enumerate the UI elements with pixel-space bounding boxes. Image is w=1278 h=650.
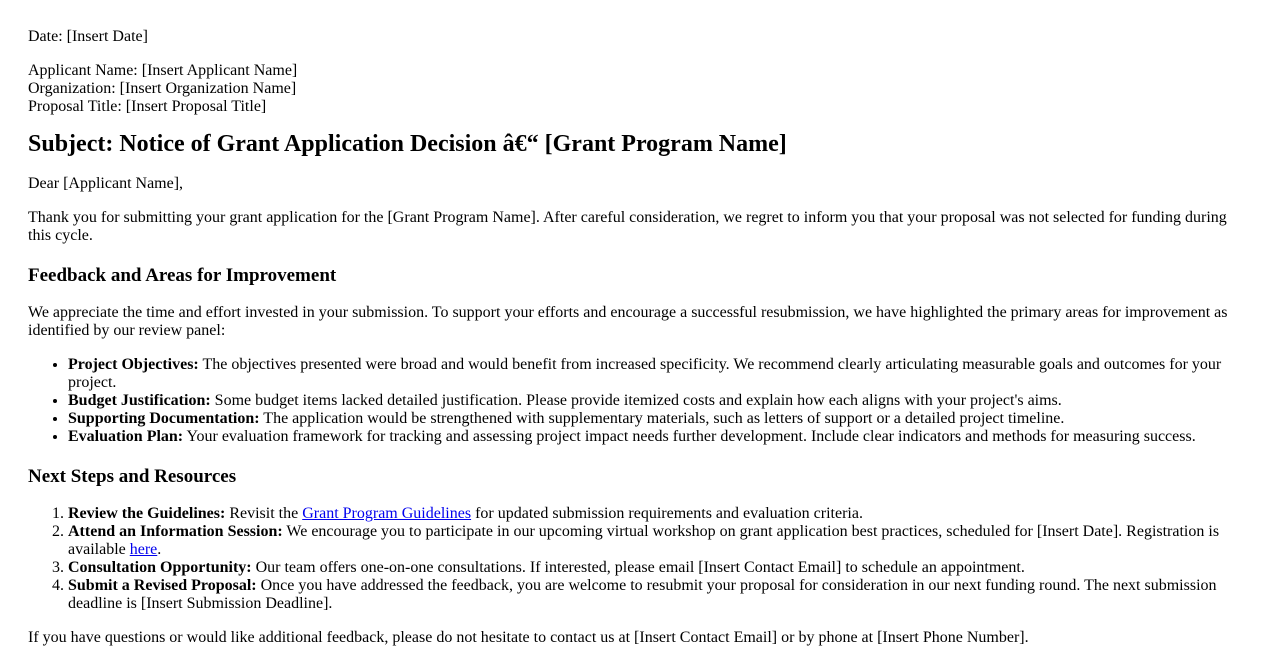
feedback-item-budget-justification: [68, 392, 1250, 410]
salutation: Dear [Applicant Name],: [28, 175, 184, 192]
feedback-item-text: The objectives presented were broad and would benefit from increased specificity. We recommend clearly articulating measurable goals and outcomes for your project.: [68, 356, 1222, 391]
grant-guidelines-link[interactable]: Grant Program Guidelines: [302, 505, 472, 522]
organization-line: Organization: [Insert Organization Name]: [28, 80, 297, 97]
feedback-item-label: Budget Justification:: [68, 392, 211, 409]
applicant-name-line: Applicant Name: [Insert Applicant Name]: [28, 62, 298, 79]
next-step-label: Consultation Opportunity:: [68, 559, 252, 576]
next-step-text: Our team offers one-on-one consultations. If interested, please email [Insert Contact Email] to schedule an appointment.: [251, 559, 1025, 576]
next-step-review-guidelines: [68, 505, 1250, 523]
feedback-item-label: Supporting Documentation:: [68, 410, 260, 427]
next-step-label: Submit a Revised Proposal:: [68, 577, 257, 594]
next-step-label: Review the Guidelines:: [68, 505, 226, 522]
next-step-text-after: for updated submission requirements and evaluation criteria.: [471, 505, 863, 522]
feedback-item-project-objectives: [68, 356, 1250, 392]
feedback-item-label: Project Objectives:: [68, 356, 199, 373]
next-steps-list: [28, 505, 1250, 613]
feedback-item-text: Some budget items lacked detailed justification. Please provide itemized costs and explain how each aligns with your project's aims.: [210, 392, 1062, 409]
closing-paragraph: If you have questions or would like additional feedback, please do not hesitate to contact us at [Insert Contact Email] or by phone at [Insert Phone Number].: [28, 629, 1029, 646]
next-steps-heading: Next Steps and Resources: [28, 466, 237, 487]
next-step-text-after: .: [157, 541, 162, 558]
next-step-text: Revisit the: [225, 505, 303, 522]
feedback-item-supporting-documentation: [68, 410, 1250, 428]
feedback-item-label: Evaluation Plan:: [68, 428, 184, 445]
feedback-item-text: The application would be strengthened with supplementary materials, such as letters of support or a detailed project timeline.: [259, 410, 1065, 427]
feedback-list: [28, 356, 1250, 446]
date-line: Date: [Insert Date]: [28, 28, 148, 45]
next-step-label: Attend an Information Session:: [68, 523, 283, 540]
feedback-intro: We appreciate the time and effort invested in your submission. To support your efforts and encourage a successful resubmission, we have highlighted the primary areas for improvement as identified by our review panel:: [28, 304, 1228, 339]
subject-heading: Subject: Notice of Grant Application Decision â€“ [Grant Program Name]: [28, 131, 787, 157]
next-step-text: Once you have addressed the feedback, you are welcome to resubmit your proposal for consideration in our next funding round. The next submission deadline is [Insert Submission Deadline].: [68, 577, 1217, 612]
next-step-text: We encourage you to participate in our upcoming virtual workshop on grant application best practices, scheduled for [Insert Date]. Registration is available: [68, 523, 1220, 558]
decision-paragraph: Thank you for submitting your grant application for the [Grant Program Name]. After careful consideration, we regret to inform you that your proposal was not selected for funding during this cycle.: [28, 209, 1227, 244]
feedback-heading: Feedback and Areas for Improvement: [28, 265, 337, 286]
feedback-item-evaluation-plan: [68, 428, 1250, 446]
proposal-title-line: Proposal Title: [Insert Proposal Title]: [28, 98, 267, 115]
next-step-information-session: [68, 523, 1250, 559]
next-step-revised-proposal: [68, 577, 1250, 613]
registration-here-link[interactable]: here: [129, 541, 158, 558]
applicant-info: [28, 62, 1250, 116]
feedback-item-text: Your evaluation framework for tracking and assessing project impact needs further development. Include clear indicators and methods for measuring success.: [183, 428, 1196, 445]
next-step-consultation: [68, 559, 1250, 577]
